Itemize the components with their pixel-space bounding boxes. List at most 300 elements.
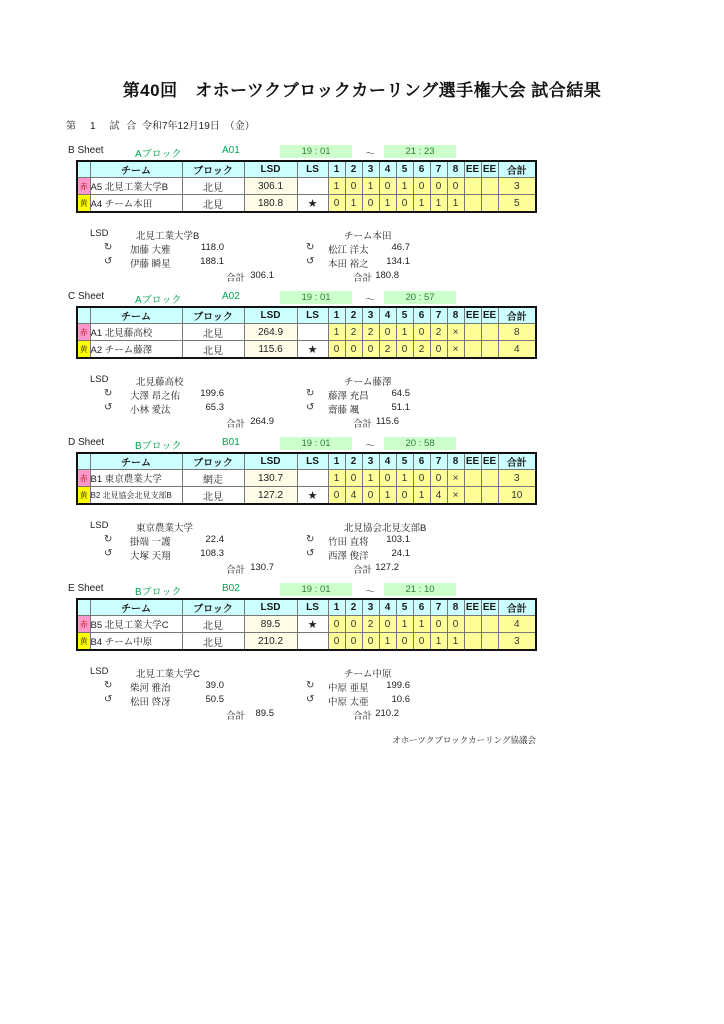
team-name-cell: A2 チーム藤澤 [90, 341, 182, 359]
team-name-cell: A4 チーム本田 [90, 195, 182, 213]
team-name-cell: B4 チーム中原 [90, 633, 182, 651]
last-stone-cell: ★ [297, 487, 328, 505]
lsd-detail-block [66, 520, 626, 576]
end-score-cell: 0 [430, 341, 447, 359]
end-score-cell: 1 [328, 178, 345, 195]
player-name: 本田 裕之 [328, 259, 369, 270]
player-lsd-value: 118.0 [200, 242, 224, 253]
lsd-total-value: 115.6 [375, 416, 399, 427]
player-name: 松田 啓冴 [130, 697, 171, 708]
end-score-cell: 0 [379, 470, 396, 487]
header-cell-ee2: EE [481, 599, 498, 616]
header-cell-end2: 2 [345, 599, 362, 616]
lsd-heading-row [66, 228, 626, 242]
lsd-section-label: LSD [90, 374, 109, 385]
end-score-cell: 0 [430, 470, 447, 487]
player-name: 掛端 一護 [130, 537, 171, 548]
extra-end-cell [464, 195, 481, 213]
lsd-value-cell: 130.7 [244, 470, 297, 487]
player-name: 竹田 直将 [328, 537, 369, 548]
total-label: 合計 [226, 565, 246, 576]
header-cell-end5: 5 [396, 453, 413, 470]
team-row-red [77, 178, 536, 195]
end-score-cell: 1 [413, 487, 430, 505]
header-cell-block: ブロック [182, 453, 244, 470]
end-score-cell: 1 [447, 195, 464, 213]
player-name: 藤澤 充昌 [328, 391, 369, 402]
end-score-cell: 0 [396, 487, 413, 505]
end-score-cell: 2 [379, 341, 396, 359]
lsd-total-row [66, 416, 626, 430]
start-time: 19 : 01 [280, 145, 352, 158]
header-cell-end3: 3 [362, 453, 379, 470]
extra-end-cell [481, 487, 498, 505]
player-lsd-value: 50.5 [205, 694, 224, 705]
total-score-cell: 10 [498, 487, 536, 505]
label-header-cell [77, 599, 90, 616]
last-stone-cell [297, 633, 328, 651]
block-cell: 北見 [182, 487, 244, 505]
header-cell-total: 合計 [498, 599, 536, 616]
header-cell-end4: 4 [379, 453, 396, 470]
game-code: B01 [222, 437, 240, 448]
header-cell-lsd: LSD [244, 599, 297, 616]
end-score-cell: 0 [379, 616, 396, 633]
end-score-cell: 1 [396, 178, 413, 195]
extra-end-cell [464, 470, 481, 487]
total-score-cell: 4 [498, 616, 536, 633]
lsd-left-team-name: 北見工業大学C [136, 669, 200, 680]
player-lsd-value: 108.3 [200, 548, 224, 559]
header-cell-ee1: EE [464, 307, 481, 324]
rotation-cw-icon: ↻ [104, 680, 113, 691]
end-score-cell: 0 [362, 341, 379, 359]
player-lsd-value: 22.4 [205, 534, 224, 545]
total-score-cell: 5 [498, 195, 536, 213]
time-tilde: 〜 [365, 149, 375, 160]
end-score-cell: 0 [362, 487, 379, 505]
block-label: Aブロック [135, 149, 182, 160]
lsd-value-cell: 127.2 [244, 487, 297, 505]
header-cell-end3: 3 [362, 161, 379, 178]
header-cell-end6: 6 [413, 161, 430, 178]
end-score-cell: 0 [328, 633, 345, 651]
total-label: 合計 [226, 273, 246, 284]
header-cell-ls: LS [297, 599, 328, 616]
end-score-cell: 1 [345, 195, 362, 213]
end-score-cell: 1 [413, 616, 430, 633]
header-cell-total: 合計 [498, 161, 536, 178]
red-team-color-label: 赤 [77, 178, 90, 195]
team-name-cell: B5 北見工業大学C [90, 616, 182, 633]
rotation-cw-icon: ↻ [104, 242, 113, 253]
label-header-cell [77, 161, 90, 178]
game-section [66, 437, 626, 576]
rotation-ccw-icon: ↺ [306, 694, 315, 705]
total-label: 合計 [226, 419, 246, 430]
end-score-cell: 0 [345, 633, 362, 651]
header-cell-end5: 5 [396, 307, 413, 324]
lsd-total-value: 306.1 [250, 270, 274, 281]
header-cell-end6: 6 [413, 307, 430, 324]
end-score-cell: 2 [430, 324, 447, 341]
total-score-cell: 3 [498, 470, 536, 487]
yellow-team-color-label: 黄 [77, 195, 90, 213]
header-cell-team: チーム [90, 307, 182, 324]
team-name-cell: B2 北見協会北見支部B [90, 487, 182, 505]
end-score-cell: 1 [379, 487, 396, 505]
end-score-cell: 4 [430, 487, 447, 505]
rotation-ccw-icon: ↺ [104, 402, 113, 413]
end-time: 20 : 57 [384, 291, 456, 304]
header-cell-team: チーム [90, 453, 182, 470]
player-name: 小林 愛汰 [130, 405, 171, 416]
end-score-cell: 0 [396, 195, 413, 213]
end-score-cell: × [447, 341, 464, 359]
team-row-yellow [77, 487, 536, 505]
lsd-player-row [66, 680, 626, 694]
end-score-cell: 0 [328, 341, 345, 359]
lsd-player-row [66, 388, 626, 402]
label-header-cell [77, 307, 90, 324]
header-cell-end5: 5 [396, 599, 413, 616]
total-label: 合計 [353, 711, 373, 722]
team-row-yellow [77, 341, 536, 359]
end-score-cell: 1 [328, 470, 345, 487]
lsd-detail-block [66, 228, 626, 284]
player-lsd-value: 24.1 [391, 548, 410, 559]
player-lsd-value: 188.1 [200, 256, 224, 267]
player-name: 中原 太亜 [328, 697, 369, 708]
red-team-color-label: 赤 [77, 470, 90, 487]
lsd-value-cell: 180.8 [244, 195, 297, 213]
block-cell: 北見 [182, 178, 244, 195]
lsd-left-team-name: 東京農業大学 [136, 523, 194, 534]
game-section [66, 291, 626, 430]
header-cell-ls: LS [297, 307, 328, 324]
rotation-cw-icon: ↻ [104, 388, 113, 399]
sections-container [0, 145, 724, 722]
last-stone-cell [297, 470, 328, 487]
lsd-total-value: 127.2 [375, 562, 399, 573]
last-stone-cell: ★ [297, 195, 328, 213]
end-score-cell: 1 [413, 195, 430, 213]
end-score-cell: 1 [430, 195, 447, 213]
header-cell-end1: 1 [328, 599, 345, 616]
extra-end-cell [481, 616, 498, 633]
block-cell: 北見 [182, 633, 244, 651]
lsd-right-team-name: チーム藤澤 [344, 377, 392, 388]
lsd-right-team-name: チーム中原 [344, 669, 392, 680]
header-cell-block: ブロック [182, 599, 244, 616]
end-score-cell: 0 [413, 633, 430, 651]
lsd-total-value: 130.7 [250, 562, 274, 573]
block-cell: 北見 [182, 341, 244, 359]
player-lsd-value: 134.1 [386, 256, 410, 267]
total-score-cell: 4 [498, 341, 536, 359]
header-cell-end2: 2 [345, 161, 362, 178]
team-row-red [77, 324, 536, 341]
lsd-left-team-name: 北見工業大学B [136, 231, 200, 242]
end-score-cell: 0 [413, 324, 430, 341]
header-cell-ee1: EE [464, 599, 481, 616]
lsd-detail-block [66, 374, 626, 430]
end-score-cell: 0 [430, 616, 447, 633]
header-cell-end1: 1 [328, 307, 345, 324]
lsd-total-row [66, 708, 626, 722]
total-label: 合計 [353, 565, 373, 576]
lsd-heading-row [66, 374, 626, 388]
start-time: 19 : 01 [280, 583, 352, 596]
player-lsd-value: 199.6 [386, 680, 410, 691]
team-name-cell: A5 北見工業大学B [90, 178, 182, 195]
lsd-total-value: 180.8 [375, 270, 399, 281]
end-score-cell: 4 [345, 487, 362, 505]
end-score-cell: 0 [362, 195, 379, 213]
lsd-heading-row [66, 666, 626, 680]
extra-end-cell [464, 178, 481, 195]
match-number: 第 1 試 合 [66, 121, 139, 132]
end-score-cell: 0 [430, 178, 447, 195]
header-cell-end5: 5 [396, 161, 413, 178]
lsd-right-team-name: 北見協会北見支部B [344, 523, 427, 534]
lsd-player-row [66, 256, 626, 270]
score-table [76, 160, 537, 213]
header-cell-team: チーム [90, 599, 182, 616]
match-header [66, 117, 724, 131]
player-name: 柴河 雅治 [130, 683, 171, 694]
end-score-cell: 0 [447, 616, 464, 633]
sheet-header-line [66, 291, 626, 305]
rotation-cw-icon: ↻ [306, 534, 315, 545]
player-lsd-value: 65.3 [205, 402, 224, 413]
rotation-ccw-icon: ↺ [306, 548, 315, 559]
end-score-cell: 0 [328, 195, 345, 213]
team-name-cell: B1 東京農業大学 [90, 470, 182, 487]
lsd-detail-block [66, 666, 626, 722]
end-score-cell: 2 [362, 324, 379, 341]
yellow-team-color-label: 黄 [77, 487, 90, 505]
extra-end-cell [481, 178, 498, 195]
player-name: 伊藤 瞬星 [130, 259, 171, 270]
extra-end-cell [464, 616, 481, 633]
score-table-header-row [77, 307, 536, 324]
header-cell-lsd: LSD [244, 307, 297, 324]
time-tilde: 〜 [365, 295, 375, 306]
header-cell-total: 合計 [498, 453, 536, 470]
header-cell-end4: 4 [379, 599, 396, 616]
extra-end-cell [481, 633, 498, 651]
game-code: B02 [222, 583, 240, 594]
lsd-player-row [66, 694, 626, 708]
header-cell-end2: 2 [345, 453, 362, 470]
lsd-player-row [66, 242, 626, 256]
end-score-cell: 0 [345, 470, 362, 487]
sheet-label: E Sheet [68, 583, 104, 594]
header-cell-ls: LS [297, 453, 328, 470]
team-name-cell: A1 北見藤高校 [90, 324, 182, 341]
lsd-value-cell: 210.2 [244, 633, 297, 651]
header-cell-ee2: EE [481, 161, 498, 178]
header-cell-end4: 4 [379, 307, 396, 324]
end-score-cell: 1 [362, 178, 379, 195]
header-cell-end7: 7 [430, 599, 447, 616]
last-stone-cell: ★ [297, 341, 328, 359]
player-lsd-value: 10.6 [391, 694, 410, 705]
extra-end-cell [481, 470, 498, 487]
extra-end-cell [464, 487, 481, 505]
player-name: 中原 亜星 [328, 683, 369, 694]
end-score-cell: 0 [447, 178, 464, 195]
match-date: 令和7年12月19日 （金） [142, 121, 255, 132]
lsd-player-row [66, 402, 626, 416]
player-lsd-value: 199.6 [200, 388, 224, 399]
end-score-cell: 1 [396, 616, 413, 633]
start-time: 19 : 01 [280, 291, 352, 304]
sheet-header-line [66, 145, 626, 159]
end-score-cell: × [447, 470, 464, 487]
sheet-header-line [66, 437, 626, 451]
end-score-cell: 1 [362, 470, 379, 487]
score-table [76, 452, 537, 505]
player-name: 齋藤 颯 [328, 405, 360, 416]
extra-end-cell [464, 633, 481, 651]
lsd-section-label: LSD [90, 228, 109, 239]
end-score-cell: 0 [362, 633, 379, 651]
extra-end-cell [481, 341, 498, 359]
last-stone-cell: ★ [297, 616, 328, 633]
header-cell-end3: 3 [362, 599, 379, 616]
header-cell-ee2: EE [481, 453, 498, 470]
lsd-right-team-name: チーム本田 [344, 231, 392, 242]
lsd-value-cell: 89.5 [244, 616, 297, 633]
end-score-cell: 0 [396, 341, 413, 359]
end-score-cell: 0 [396, 633, 413, 651]
player-lsd-value: 39.0 [205, 680, 224, 691]
end-score-cell: 1 [328, 324, 345, 341]
end-score-cell: 2 [345, 324, 362, 341]
end-score-cell: 1 [396, 324, 413, 341]
header-cell-ls: LS [297, 161, 328, 178]
end-score-cell: 0 [328, 487, 345, 505]
sheet-label: D Sheet [68, 437, 105, 448]
end-score-cell: 0 [413, 178, 430, 195]
header-cell-end8: 8 [447, 161, 464, 178]
last-stone-cell [297, 178, 328, 195]
rotation-cw-icon: ↻ [104, 534, 113, 545]
header-cell-end6: 6 [413, 599, 430, 616]
header-cell-ee2: EE [481, 307, 498, 324]
end-score-cell: 1 [447, 633, 464, 651]
rotation-ccw-icon: ↺ [104, 256, 113, 267]
header-cell-lsd: LSD [244, 453, 297, 470]
score-table [76, 598, 537, 651]
lsd-value-cell: 264.9 [244, 324, 297, 341]
last-stone-cell [297, 324, 328, 341]
end-score-cell: 1 [379, 195, 396, 213]
end-score-cell: 0 [345, 178, 362, 195]
lsd-value-cell: 306.1 [244, 178, 297, 195]
total-score-cell: 3 [498, 633, 536, 651]
header-cell-end6: 6 [413, 453, 430, 470]
sheet-header-line [66, 583, 626, 597]
header-cell-end2: 2 [345, 307, 362, 324]
header-cell-total: 合計 [498, 307, 536, 324]
header-cell-lsd: LSD [244, 161, 297, 178]
total-label: 合計 [353, 419, 373, 430]
end-score-cell: 1 [379, 633, 396, 651]
start-time: 19 : 01 [280, 437, 352, 450]
extra-end-cell [464, 324, 481, 341]
lsd-total-value: 264.9 [250, 416, 274, 427]
lsd-heading-row [66, 520, 626, 534]
header-cell-end1: 1 [328, 453, 345, 470]
end-score-cell: 2 [362, 616, 379, 633]
header-cell-block: ブロック [182, 307, 244, 324]
yellow-team-color-label: 黄 [77, 341, 90, 359]
player-name: 加藤 大雅 [130, 245, 171, 256]
header-cell-team: チーム [90, 161, 182, 178]
sheet-label: B Sheet [68, 145, 104, 156]
rotation-cw-icon: ↻ [306, 388, 315, 399]
lsd-player-row [66, 534, 626, 548]
rotation-ccw-icon: ↺ [104, 548, 113, 559]
lsd-total-value: 210.2 [375, 708, 399, 719]
total-score-cell: 3 [498, 178, 536, 195]
player-lsd-value: 64.5 [391, 388, 410, 399]
block-cell: 北見 [182, 195, 244, 213]
header-cell-end8: 8 [447, 307, 464, 324]
end-time: 21 : 10 [384, 583, 456, 596]
red-team-color-label: 赤 [77, 616, 90, 633]
player-name: 西澤 俊洋 [328, 551, 369, 562]
player-name: 松江 洋太 [328, 245, 369, 256]
lsd-value-cell: 115.6 [244, 341, 297, 359]
team-row-yellow [77, 195, 536, 213]
rotation-ccw-icon: ↺ [104, 694, 113, 705]
total-score-cell: 8 [498, 324, 536, 341]
game-code: A02 [222, 291, 240, 302]
header-cell-end3: 3 [362, 307, 379, 324]
end-score-cell: 1 [396, 470, 413, 487]
lsd-left-team-name: 北見藤高校 [136, 377, 184, 388]
end-score-cell: × [447, 487, 464, 505]
lsd-total-row [66, 562, 626, 576]
total-label: 合計 [226, 711, 246, 722]
end-score-cell: 2 [413, 341, 430, 359]
score-table-header-row [77, 161, 536, 178]
header-cell-end7: 7 [430, 161, 447, 178]
header-cell-end8: 8 [447, 599, 464, 616]
end-score-cell: 1 [430, 633, 447, 651]
lsd-total-value: 89.5 [255, 708, 274, 719]
team-row-red [77, 470, 536, 487]
player-lsd-value: 46.7 [391, 242, 410, 253]
end-time: 21 : 23 [384, 145, 456, 158]
sheet-label: C Sheet [68, 291, 105, 302]
score-table [76, 306, 537, 359]
end-time: 20 : 58 [384, 437, 456, 450]
block-cell: 北見 [182, 616, 244, 633]
header-cell-ee1: EE [464, 453, 481, 470]
end-score-cell: 0 [345, 616, 362, 633]
game-section [66, 145, 626, 284]
header-cell-ee1: EE [464, 161, 481, 178]
player-name: 大塚 天翔 [130, 551, 171, 562]
total-label: 合計 [353, 273, 373, 284]
time-tilde: 〜 [365, 441, 375, 452]
end-score-cell: 0 [413, 470, 430, 487]
